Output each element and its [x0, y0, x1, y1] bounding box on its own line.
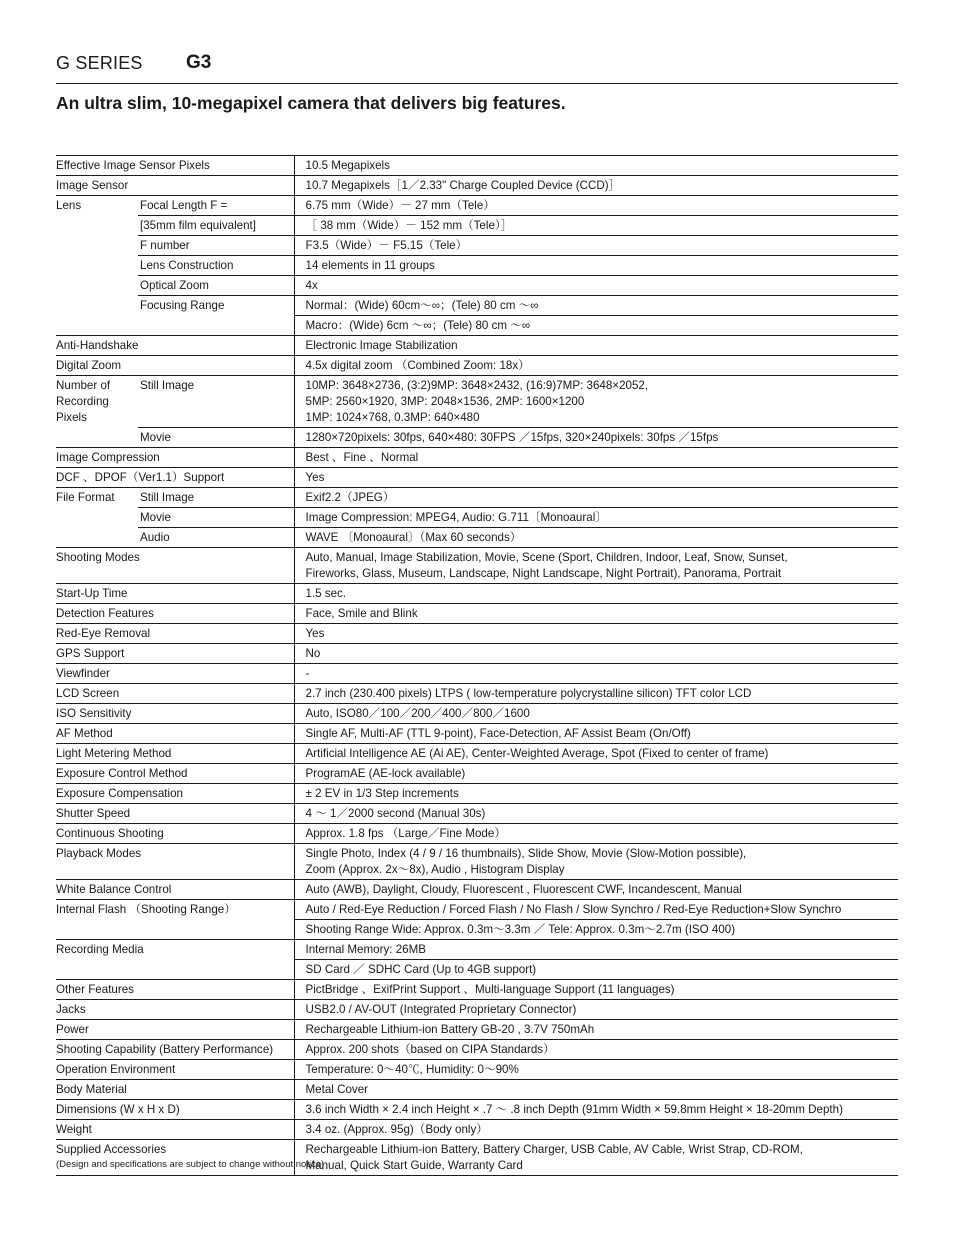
spec-value: 1280×720pixels: 30fps, 640×480: 30FPS ／15fps, 320×240pixels: 30fps ／15fps: [294, 428, 898, 448]
spec-value: Auto / Red-Eye Reduction / Forced Flash / No Flash / Slow Synchro / Red-Eye Reduction+Slow Synchro: [294, 900, 898, 920]
spec-table-body: [56, 156, 898, 1176]
spec-value: 4 ～ 1／2000 second (Manual 30s): [294, 804, 898, 824]
spec-category: Shutter Speed: [56, 804, 294, 824]
spec-category: Recording Media: [56, 940, 294, 980]
spec-category: Power: [56, 1020, 294, 1040]
spec-value: Internal Memory: 26MB: [294, 940, 898, 960]
spec-row: [56, 624, 898, 644]
spec-row: [56, 584, 898, 604]
spec-value: 14 elements in 11 groups: [294, 256, 898, 276]
spec-subcategory: Optical Zoom: [138, 276, 294, 296]
spec-value: USB2.0 / AV-OUT (Integrated Proprietary Connector): [294, 1000, 898, 1020]
spec-value: 10MP: 3648×2736, (3:2)9MP: 3648×2432, (16:9)7MP: 3648×2052, 5MP: 2560×1920, 3MP: 2048×1536, 2MP: 1600×1200 1MP: 1024×768, 0.3MP: 640×480: [294, 376, 898, 428]
spec-category: Exposure Compensation: [56, 784, 294, 804]
spec-category: Weight: [56, 1120, 294, 1140]
spec-subcategory: Lens Construction: [138, 256, 294, 276]
spec-row: [56, 276, 898, 296]
spec-category: GPS Support: [56, 644, 294, 664]
spec-category: Other Features: [56, 980, 294, 1000]
spec-category: ISO Sensitivity: [56, 704, 294, 724]
spec-value: Auto, Manual, Image Stabilization, Movie, Scene (Sport, Children, Indoor, Leaf, Snow, Sunset, Fireworks, Glass, Museum, Landscape, Night Landscape, Night Portrait), Panorama, Portrait: [294, 548, 898, 584]
spec-category: Playback Modes: [56, 844, 294, 880]
spec-category: Viewfinder: [56, 664, 294, 684]
spec-category: Supplied Accessories: [56, 1140, 294, 1176]
spec-value: Yes: [294, 624, 898, 644]
spec-row: [56, 980, 898, 1000]
spec-category: Shooting Modes: [56, 548, 294, 584]
spec-row: [56, 704, 898, 724]
spec-value: Best 、Fine 、Normal: [294, 448, 898, 468]
spec-row: [56, 256, 898, 276]
spec-value: 3.6 inch Width × 2.4 inch Height × .7 ～ .8 inch Depth (91mm Width × 59.8mm Height × 18-20mm Depth): [294, 1100, 898, 1120]
spec-value: 6.75 mm（Wide）－ 27 mm（Tele）: [294, 196, 898, 216]
spec-category: Body Material: [56, 1080, 294, 1100]
spec-category: White Balance Control: [56, 880, 294, 900]
spec-row: [56, 468, 898, 488]
spec-value: 10.5 Megapixels: [294, 156, 898, 176]
spec-category: Anti-Handshake: [56, 336, 294, 356]
spec-value: Macro：(Wide) 6cm ～∞；(Tele) 80 cm ～∞: [294, 316, 898, 336]
spec-value: 3.4 oz. (Approx. 95g)（Body only）: [294, 1120, 898, 1140]
spec-value: ［ 38 mm（Wide）－ 152 mm（Tele）］: [294, 216, 898, 236]
spec-category: Detection Features: [56, 604, 294, 624]
spec-row: [56, 604, 898, 624]
spec-category: Shooting Capability (Battery Performance): [56, 1040, 294, 1060]
spec-category: Light Metering Method: [56, 744, 294, 764]
spec-row: [56, 1060, 898, 1080]
footnote: (Design and specifications are subject to change without notice): [56, 1159, 325, 1170]
spec-value: Single Photo, Index (4 / 9 / 16 thumbnails), Slide Show, Movie (Slow-Motion possible), Zoom (Approx. 2x～8x), Audio , Histogram Display: [294, 844, 898, 880]
spec-subcategory: Audio: [138, 528, 294, 548]
spec-value: 1.5 sec.: [294, 584, 898, 604]
spec-row: [56, 684, 898, 704]
spec-value: Electronic Image Stabilization: [294, 336, 898, 356]
spec-category: Effective Image Sensor Pixels: [56, 156, 294, 176]
spec-row: [56, 880, 898, 900]
spec-row: [56, 744, 898, 764]
spec-row: [56, 236, 898, 256]
spec-value: PictBridge 、ExifPrint Support 、Multi-language Support (11 languages): [294, 980, 898, 1000]
spec-category: Dimensions (W x H x D): [56, 1100, 294, 1120]
spec-row: [56, 216, 898, 236]
spec-subcategory: Still Image: [138, 488, 294, 508]
spec-value: 10.7 Megapixels［1／2.33" Charge Coupled Device (CCD)］: [294, 176, 898, 196]
spec-value: -: [294, 664, 898, 684]
spec-row: [56, 196, 898, 216]
spec-category: Lens: [56, 196, 138, 336]
spec-row: [56, 804, 898, 824]
spec-row: [56, 448, 898, 468]
spec-subcategory: Focusing Range: [138, 296, 294, 336]
spec-row: [56, 900, 898, 920]
spec-category: Exposure Control Method: [56, 764, 294, 784]
spec-value: No: [294, 644, 898, 664]
spec-row: [56, 176, 898, 196]
spec-category: Number of Recording Pixels: [56, 376, 138, 448]
spec-value: Normal：(Wide) 60cm～∞；(Tele) 80 cm ～∞: [294, 296, 898, 316]
spec-value: ProgramAE (AE-lock available): [294, 764, 898, 784]
spec-row: [56, 508, 898, 528]
spec-value: Single AF, Multi-AF (TTL 9-point), Face-Detection, AF Assist Beam (On/Off): [294, 724, 898, 744]
spec-subcategory: Focal Length F =: [138, 196, 294, 216]
spec-category: Jacks: [56, 1000, 294, 1020]
spec-subcategory: F number: [138, 236, 294, 256]
spec-category: DCF 、DPOF（Ver1.1）Support: [56, 468, 294, 488]
spec-row: [56, 1020, 898, 1040]
spec-value: SD Card ／ SDHC Card (Up to 4GB support): [294, 960, 898, 980]
spec-value: Auto, ISO80／100／200／400／800／1600: [294, 704, 898, 724]
spec-value: Auto (AWB), Daylight, Cloudy, Fluorescent , Fluorescent CWF, Incandescent, Manual: [294, 880, 898, 900]
series-label: G SERIES: [56, 53, 143, 73]
spec-category: Digital Zoom: [56, 356, 294, 376]
spec-row: [56, 1080, 898, 1100]
spec-value: F3.5（Wide）－ F5.15（Tele）: [294, 236, 898, 256]
page-headline: An ultra slim, 10-megapixel camera that delivers big features.: [56, 93, 566, 113]
spec-value: 4x: [294, 276, 898, 296]
spec-row: [56, 548, 898, 584]
spec-row: [56, 844, 898, 880]
spec-category: Internal Flash （Shooting Range）: [56, 900, 294, 940]
spec-value: Face, Smile and Blink: [294, 604, 898, 624]
spec-value: Shooting Range Wide: Approx. 0.3m～3.3m ／ Tele: Approx. 0.3m～2.7m (ISO 400): [294, 920, 898, 940]
spec-value: Metal Cover: [294, 1080, 898, 1100]
spec-row: [56, 1040, 898, 1060]
spec-row: [56, 1000, 898, 1020]
spec-category: AF Method: [56, 724, 294, 744]
spec-row: [56, 156, 898, 176]
spec-category: Continuous Shooting: [56, 824, 294, 844]
spec-value: 4.5x digital zoom （Combined Zoom: 18x）: [294, 356, 898, 376]
spec-category: Image Compression: [56, 448, 294, 468]
spec-row: [56, 336, 898, 356]
spec-row: [56, 764, 898, 784]
spec-table: [56, 155, 898, 1176]
spec-value: Temperature: 0～40℃, Humidity: 0～90%: [294, 1060, 898, 1080]
spec-subcategory: Movie: [138, 428, 294, 448]
spec-value: Yes: [294, 468, 898, 488]
spec-row: [56, 1120, 898, 1140]
spec-row: [56, 940, 898, 960]
spec-category: Image Sensor: [56, 176, 294, 196]
spec-row: [56, 296, 898, 316]
spec-value: Rechargeable Lithium-ion Battery GB-20 , 3.7V 750mAh: [294, 1020, 898, 1040]
spec-row: [56, 1140, 898, 1176]
spec-value: 2.7 inch (230.400 pixels) LTPS ( low-temperature polycrystalline silicon) TFT color LCD: [294, 684, 898, 704]
spec-category: Operation Environment: [56, 1060, 294, 1080]
spec-row: [56, 784, 898, 804]
spec-row: [56, 528, 898, 548]
spec-value: Image Compression: MPEG4, Audio: G.711〔Monoaural〕: [294, 508, 898, 528]
spec-row: [56, 644, 898, 664]
page-header: [56, 52, 898, 84]
spec-value: WAVE 〔Monoaural〕（Max 60 seconds）: [294, 528, 898, 548]
spec-row: [56, 724, 898, 744]
spec-value: Rechargeable Lithium-ion Battery, Battery Charger, USB Cable, AV Cable, Wrist Strap, CD-ROM, Manual, Quick Start Guide, Warranty Card: [294, 1140, 898, 1176]
spec-value: Artificial Intelligence AE (Ai AE), Center-Weighted Average, Spot (Fixed to center of frame): [294, 744, 898, 764]
spec-subcategory: [35mm film equivalent]: [138, 216, 294, 236]
spec-category: Red-Eye Removal: [56, 624, 294, 644]
spec-value: Approx. 1.8 fps （Large／Fine Mode）: [294, 824, 898, 844]
spec-row: [56, 428, 898, 448]
spec-row: [56, 376, 898, 428]
spec-category: Start-Up Time: [56, 584, 294, 604]
spec-value: ± 2 EV in 1/3 Step increments: [294, 784, 898, 804]
spec-row: [56, 356, 898, 376]
spec-row: [56, 488, 898, 508]
spec-subcategory: Still Image: [138, 376, 294, 428]
spec-category: File Format: [56, 488, 138, 548]
spec-row: [56, 824, 898, 844]
spec-value: Approx. 200 shots（based on CIPA Standards）: [294, 1040, 898, 1060]
spec-value: Exif2.2（JPEG）: [294, 488, 898, 508]
spec-row: [56, 664, 898, 684]
spec-subcategory: Movie: [138, 508, 294, 528]
model-name: G3: [186, 52, 212, 73]
spec-category: LCD Screen: [56, 684, 294, 704]
spec-row: [56, 1100, 898, 1120]
